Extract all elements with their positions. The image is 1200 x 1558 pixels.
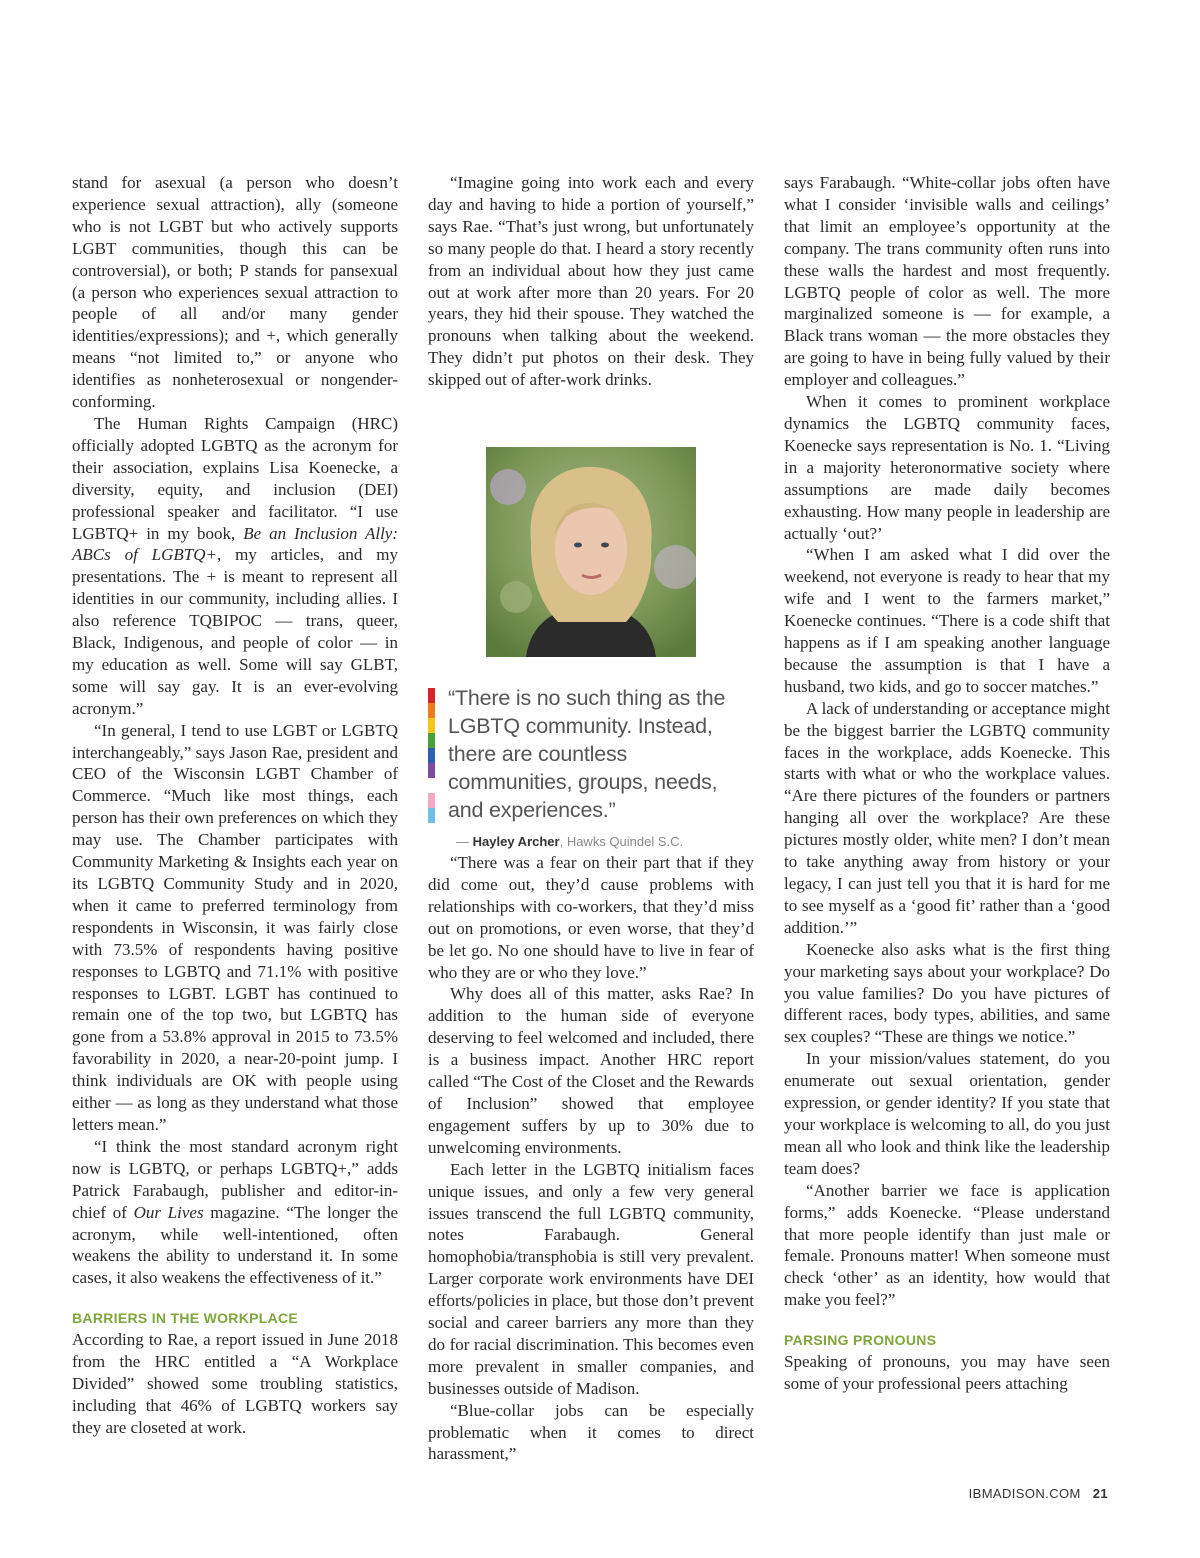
- paragraph: “There was a fear on their part that if they did come out, they’d cause problems with relationships with co-workers, that they’d miss out on promotions, or even worse, that they’d be let go. No one should have to live in fear of who they are or who they love.”: [428, 853, 754, 982]
- stripe-segment: [428, 763, 435, 778]
- stripe-segment: [428, 688, 435, 703]
- stripe-segment: [428, 748, 435, 763]
- paragraph: According to Rae, a report issued in June 2018 from the HRC entitled a “A Workplace Divided” showed some troubling statistics, including that 46% of LGBTQ workers say they are closeted at work.: [72, 1330, 398, 1437]
- pride-stripe: [428, 688, 435, 823]
- site-url: IBMADISON.COM: [968, 1486, 1081, 1501]
- section-heading: BARRIERS IN THE WORKPLACE: [72, 1310, 299, 1327]
- article-column-2-top: [428, 172, 754, 391]
- paragraph: Speaking of pronouns, you may have seen some of your professional peers attaching: [784, 1352, 1110, 1394]
- paragraph: Koenecke also asks what is the first thing your marketing says about your workplace? Do you value families? Do you have pictures of different races, body types, abilities, and same sex couples? “These are things we notice.”: [784, 939, 1110, 1047]
- stripe-segment: [428, 718, 435, 733]
- paragraph: says Farabaugh. “White-collar jobs often have what I consider ‘invisible walls and ceilings’ that limit an employee’s opportunity at the company. The trans community often runs into these walls the hardest and most frequently. LGBTQ people of color as well. The more marginalized someone is — for example, a Black trans woman — the more obstacles they are going to have in being fully valued by their employer and colleagues.”: [784, 173, 1110, 390]
- paragraph: A lack of understanding or acceptance might be the biggest barrier the LGBTQ community faces in the workplace, adds Koenecke. This starts with what or who the workplace values. “Are there pictures of the founders or partners hanging all over the workplace? Are these pictures mostly older, white men? I don’t mean to take anything away from history or your legacy, I can just tell you that it is hard for me to see myself as a ‘good fit’ rather than a ‘good addition.’”: [784, 698, 1110, 937]
- paragraph: Why does all of this matter, asks Rae? In addition to the human side of everyone deserving to feel welcomed and included, there is a business impact. Another HRC report called “The Cost of the Closet and the Rewards of Inclusion” showed that employee engagement suffers by up to 30% due to unwelcoming environments.: [428, 984, 754, 1157]
- article-column-2-bottom: [428, 852, 754, 1465]
- magazine-title: Our Lives: [133, 1202, 204, 1222]
- paragraph: “When I am asked what I did over the weekend, not everyone is ready to hear that my wife and I went to the farmers market,” Koenecke continues. “There is a code shift that happens as if I am speaking another language because the assumption is that I have a husband, two kids, and go to soccer matches.”: [784, 545, 1110, 696]
- article-column-1: [72, 172, 398, 1439]
- page-footer: [969, 1486, 1108, 1501]
- paragraph: “Imagine going into work each and every day and having to hide a portion of yourself,” says Rae. “That’s just wrong, but unfortunately so many people do that. I heard a story recently from an individual about how they just came out at work after more than 20 years. For 20 years, they hid their spouse. They watched the pronouns when talking about the weekend. They didn’t put photos on their desk. They skipped out of after-work drinks.: [428, 173, 754, 390]
- paragraph: stand for asexual (a person who doesn’t experience sexual attraction), ally (someone who is not LGBT but who actively supports LGBT communities, though this can be controversial), or both; P stands for pansexual (a person who experiences sexual attraction to people of all and/or many gender identities/expressions); and +, which generally means “not limited to,” or anyone who identifies as nonheterosexual or nongender-conforming.: [72, 173, 398, 412]
- pull-quote: [428, 684, 754, 849]
- paragraph: “I think the most standard acronym right now is LGBTQ, or perhaps LGBTQ+,” adds Patrick Farabaugh, publisher and editor-in-chief of Our Lives magazine. “The longer the acronym, while well-intentioned, often weakens the ability to understand it. In some cases, it also weakens the effectiveness of it.”: [72, 1136, 398, 1288]
- article-column-3: [784, 172, 1110, 1395]
- section-heading: PARSING PRONOUNS: [784, 1332, 937, 1349]
- quote-affiliation: , Hawks Quindel S.C.: [559, 834, 684, 849]
- pull-quote-attribution: — Hayley Archer, Hawks Quindel S.C.: [456, 834, 684, 849]
- stripe-segment: [428, 793, 435, 808]
- paragraph: In your mission/values statement, do you enumerate out sexual orientation, gender expression, or gender identity? If you state that your workplace is welcoming to all, do you just mean all who look and think like the leadership team does?: [784, 1049, 1110, 1178]
- paragraph: “Another barrier we face is application forms,” adds Koenecke. “Please understand that more people identify than just male or female. Pronouns matter! When someone must check ‘other’ as an identity, how would that make you feel?”: [784, 1180, 1110, 1310]
- paragraph: Each letter in the LGBTQ initialism faces unique issues, and only a few very general issues transcend the full LGBTQ community, notes Farabaugh. General homophobia/transphobia is still very prevalent. Larger corporate work environments have DEI efforts/policies in place, but those don’t prevent social and career barriers any more than they do for racial discrimination. This becomes even more prevalent in smaller companies, and businesses outside of Madison.: [428, 1159, 754, 1398]
- stripe-segment: [428, 733, 435, 748]
- book-title: Be an Inclusion Ally: ABCs of LGBTQ+: [72, 523, 398, 565]
- stripe-segment: [428, 703, 435, 718]
- paragraph: “Blue-collar jobs can be especially problematic when it comes to direct harassment,”: [428, 1400, 754, 1464]
- page-number: 21: [1092, 1486, 1108, 1501]
- paragraph: When it comes to prominent workplace dynamics the LGBTQ community faces, Koenecke says representation is No. 1. “Living in a majority heteronormative society where assumptions are made daily becomes exhausting. How many people in leadership are actually ‘out?’: [784, 392, 1110, 543]
- stripe-segment: [428, 808, 435, 823]
- paragraph: The Human Rights Campaign (HRC) officially adopted LGBTQ as the acronym for their association, explains Lisa Koenecke, a diversity, equity, and inclusion (DEI) professional speaker and facilitator. “I use LGBTQ+ in my book, Be an Inclusion Ally: ABCs of LGBTQ+, my articles, and my presentations. The + is meant to represent all identities in our community, including allies. I also reference TQBIPOC — trans, queer, Black, Indigenous, and people of color — in my education as well. Some will say GLBT, some will say gay. It is an ever-evolving acronym.”: [72, 413, 398, 718]
- portrait-photo: [486, 447, 696, 657]
- pull-quote-text: “There is no such thing as the LGBTQ community. Instead, there are countless communities, groups, needs, and experiences.”: [448, 686, 726, 822]
- paragraph: “In general, I tend to use LGBT or LGBTQ interchangeably,” says Jason Rae, president and CEO of the Wisconsin LGBT Chamber of Commerce. “Much like most things, each person has their own preferences on which they may use. The Chamber participates with Community Marketing & Insights each year on its LGBTQ Community Study and in 2020, when it came to preferred terminology from respondents in Wisconsin, it was fairly close with 73.5% of respondents having positive responses to LGBTQ and 71.1% with positive responses to LGBT. LGBT has continued to remain one of the top two, but LGBTQ has gone from a 53.8% approval in 2015 to 73.5% favorability in 2020, a near-20-point jump. I think individuals are OK with people using either — as long as they understand what those letters mean.”: [72, 720, 398, 1134]
- stripe-segment: [428, 778, 435, 793]
- quote-author: Hayley Archer: [472, 834, 560, 849]
- portrait-illustration: [486, 447, 696, 657]
